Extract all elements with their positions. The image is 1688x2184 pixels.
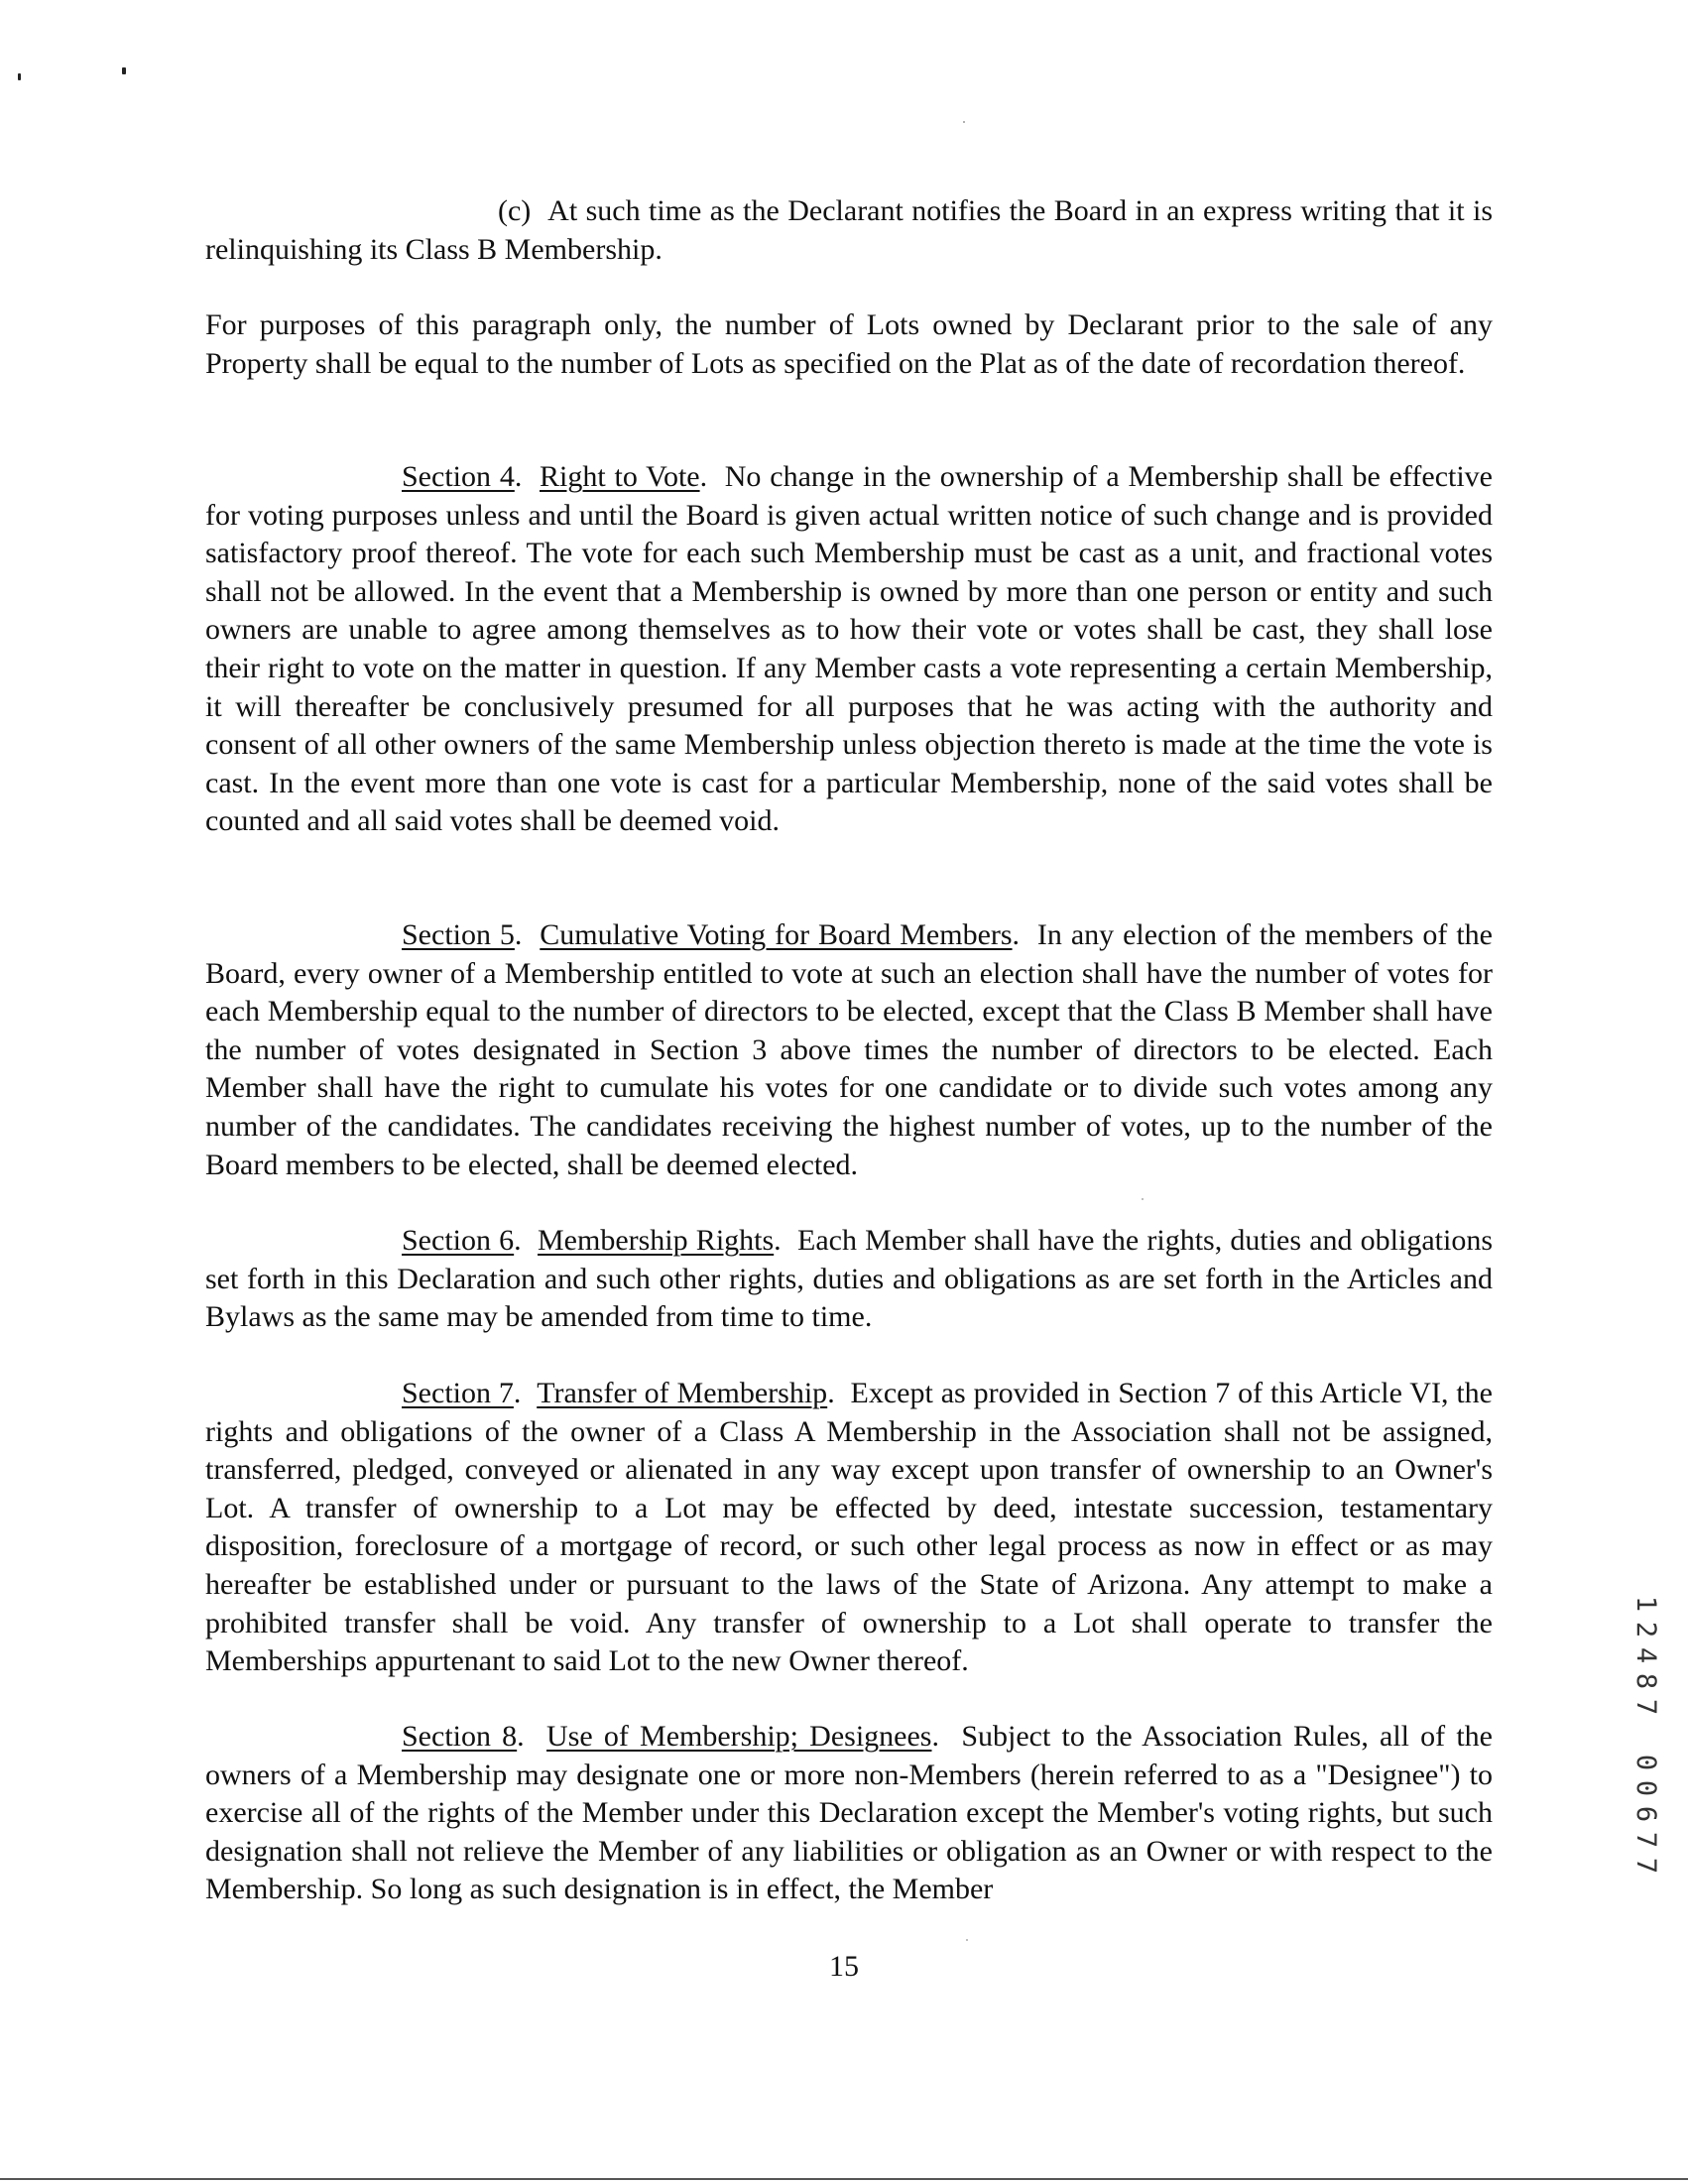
paragraph-c — [205, 192, 1493, 269]
scan-speck — [966, 1939, 968, 1941]
purposes-text: For purposes of this paragraph only, the number of Lots owned by Declarant prior to the sale of any Property shall be equal to the number of Lots as specified on the Plat as of the date of recordation thereof. — [205, 308, 1493, 380]
scan-speck — [1142, 1198, 1144, 1200]
recording-number-stamp — [1629, 1591, 1661, 1879]
recording-digit: 1 — [1630, 1595, 1661, 1613]
scan-speck — [18, 73, 21, 80]
scan-speck — [122, 67, 126, 74]
recording-digit: 7 — [1630, 1857, 1661, 1875]
section-title: Right to Vote — [540, 460, 700, 493]
recording-digit: 4 — [1630, 1646, 1661, 1664]
scan-speck — [963, 121, 965, 123]
recording-digit: 0 — [1630, 1754, 1661, 1771]
section-body: In any election of the members of the Board, every owner of a Membership entitled to vote at such an election shall have the number of votes for each Membership equal to the number of directors to be elected, except that the Class B Member shall have the number of votes designated in Section 3 above times the number of directors to be elected. Each Member shall have the right to cumulate his votes for one candidate or to divide such votes among any number of the candidates. The candidates receiving the highest number of votes, up to the number of the Board members to be elected, shall be deemed elected. — [205, 918, 1493, 1181]
section-number: Section 4 — [402, 460, 515, 493]
recording-digit: 6 — [1630, 1805, 1661, 1823]
section-body: Each Member shall have the rights, duties and obligations set forth in this Declaration and such other rights, duties and obligations as are set forth in the Articles and Bylaws as the same may be amended from time to time. — [205, 1224, 1494, 1334]
section-body: Subject to the Association Rules, all of the owners of a Membership may designate one or more non-Members (herein referred to as a "Designee") to exercise all of the rights of the Member under this Declaration except the Member's voting rights, but such designation shall not relieve the Member of any liabilities or obligation as an Owner or with respect to the Membership. So long as such designation is in effect, the Member — [205, 1720, 1494, 1906]
section-number: Section 5 — [402, 918, 515, 951]
paragraph-c-text: At such time as the Declarant notifies the Board in an express writing that it is relinquishing its Class B Membership. — [205, 194, 1494, 266]
section-4: Section 4. Right to Vote. No change in the ownership of a Membership shall be effective for voting purposes unless and until the Board is given actual written notice of such change and is provided satisfactory proof thereof. The vote for each such Membership must be cast as a unit, and fractional votes shall not be allowed. In the event that a Membership is owned by more than one person or entity and such owners are unable to agree among themselves as to how their vote or votes shall be cast, they shall lose their right to vote on the matter in question. If any Member casts a vote representing a certain Membership, it will thereafter be conclusively presumed for all purposes that he was acting with the authority and consent of all other owners of the same Membership unless objection thereto is made at the time the vote is cast. In the event more than one vote is cast for a particular Membership, none of the said votes shall be counted and all said votes shall be deemed void. — [205, 460, 1493, 838]
purposes-paragraph — [205, 306, 1493, 383]
recording-digit: 7 — [1630, 1831, 1661, 1849]
section-title: Membership Rights — [538, 1224, 775, 1257]
section-5: Section 5. Cumulative Voting for Board Members. In any election of the members of the Board, every owner of a Membership entitled to vote at such an election shall have the number of votes for each Membership equal to the number of directors to be elected, except that the Class B Member shall have the number of votes designated in Section 3 above times the number of directors to be elected. Each Member shall have the right to cumulate his votes for one candidate or to divide such votes among any number of the candidates. The candidates receiving the highest number of votes, up to the number of the Board members to be elected, shall be deemed elected. — [205, 918, 1493, 1181]
section-title: Use of Membership; Designees — [546, 1720, 932, 1753]
recording-digit: 0 — [1630, 1779, 1661, 1797]
page-number: 15 — [829, 1950, 859, 1983]
section-7: Section 7. Transfer of Membership. Except as provided in Section 7 of this Article VI, the rights and obligations of the owner of a Class A Membership in the Association shall not be assigned, transferred, pledged, conveyed or alienated in any way except upon transfer of ownership to an Owner's Lot. A transfer of ownership to a Lot may be effected by deed, intestate succession, testamentary disposition, foreclosure of a mortgage of record, or such other legal process as now in effect or as may hereafter be established under or pursuant to the laws of the State of Arizona. Any attempt to make a prohibited transfer shall be void. Any transfer of ownership to a Lot shall operate to transfer the Memberships appurtenant to said Lot to the new Owner thereof. — [205, 1377, 1493, 1678]
section-number: Section 7 — [402, 1377, 514, 1409]
scan-edge-line — [0, 2178, 1688, 2180]
section-8: Section 8. Use of Membership; Designees. Subject to the Association Rules, all of the owners of a Membership may designate one or more non-Members (herein referred to as a "Designee") to exercise all of the rights of the Member under this Declaration except the Member's voting rights, but such designation shall not relieve the Member of any liabilities or obligation as an Owner or with respect to the Membership. So long as such designation is in effect, the Member — [205, 1720, 1494, 1906]
section-title: Cumulative Voting for Board Members — [540, 918, 1013, 951]
recording-digit: 2 — [1630, 1621, 1661, 1638]
section-number: Section 6 — [402, 1224, 515, 1257]
section-title: Transfer of Membership — [537, 1377, 828, 1409]
section-number: Section 8 — [402, 1720, 518, 1753]
section-body: Except as provided in Section 7 of this Article VI, the rights and obligations of the owner of a Class A Membership in the Association shall not be assigned, transferred, pledged, conveyed or alienated in any way except upon transfer of ownership to an Owner's Lot. A transfer of ownership to a Lot may be effected by deed, intestate succession, testamentary disposition, foreclosure of a mortgage of record, or such other legal process as now in effect or as may hereafter be established under or pursuant to the laws of the State of Arizona. Any attempt to make a prohibited transfer shall be void. Any transfer of ownership to a Lot shall operate to transfer the Memberships appurtenant to said Lot to the new Owner thereof. — [205, 1377, 1493, 1678]
paragraph-c-label: (c) — [498, 194, 532, 227]
recording-digit: 7 — [1630, 1698, 1661, 1716]
recording-digit: 8 — [1630, 1672, 1661, 1690]
section-body: No change in the ownership of a Membership shall be effective for voting purposes unless and until the Board is given actual written notice of such change and is provided satisfactory proof thereof. The vote for each such Membership must be cast as a unit, and fractional votes shall not be allowed. In the event that a Membership is owned by more than one person or entity and such owners are unable to agree among themselves as to how their vote or votes shall be cast, they shall lose their right to vote on the matter in question. If any Member casts a vote representing a certain Membership, it will thereafter be conclusively presumed for all purposes that he was acting with the authority and consent of all other owners of the same Membership unless objection thereto is made at the time the vote is cast. In the event more than one vote is cast for a particular Membership, none of the said votes shall be counted and all said votes shall be deemed void. — [205, 460, 1493, 838]
section-6: Section 6. Membership Rights. Each Member shall have the rights, duties and obligations set forth in this Declaration and such other rights, duties and obligations as are set forth in the Articles and Bylaws as the same may be amended from time to time. — [205, 1224, 1494, 1334]
